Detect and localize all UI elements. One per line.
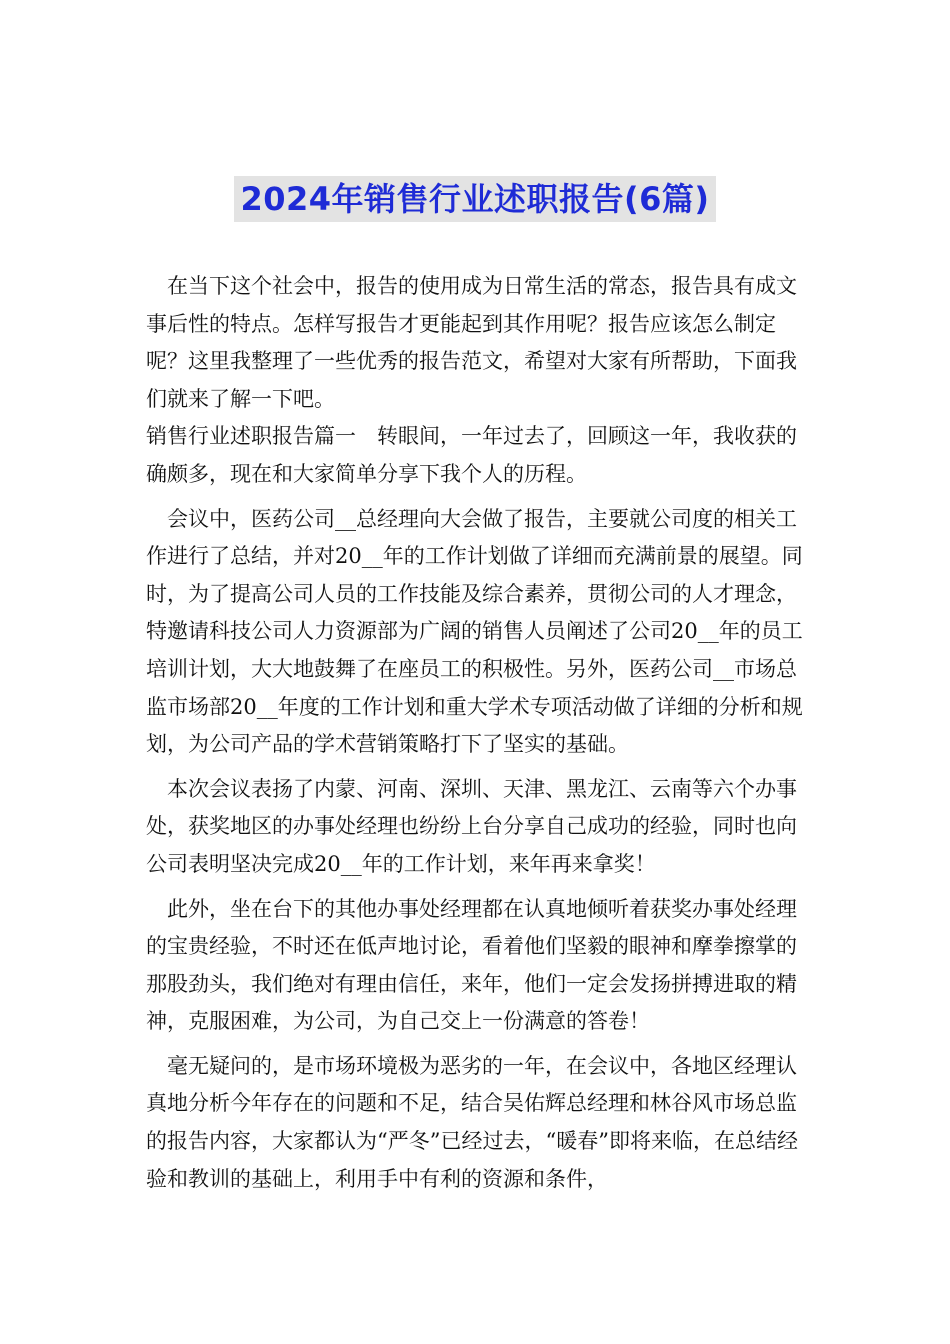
body-paragraph-meeting: 会议中，医药公司__总经理向大会做了报告，主要就公司度的相关工作进行了总结，并对20__年的工作计划做了详细而充满前景的展望。同时，为了提高公司人员的工作技能及综合素养，贯彻公司的人才理念，特邀请科技公司人力资源部为广阔的销售人员阐述了公司20__年的员工培训计划，大大地鼓舞了在座员工的积极性。另外，医药公司__市场总监市场部20__年度的工作计划和重大学术专项活动做了详细的分析和规划，为公司产品的学术营销策略打下了坚实的基础。 xyxy=(146,506,803,757)
intro-paragraph: 在当下这个社会中，报告的使用成为日常生活的常态，报告具有成文事后性的特点。怎样写报告才更能起到其作用呢？报告应该怎么制定呢？这里我整理了一些优秀的报告范文，希望对大家有所帮助，下面我们就来了解一下吧。 xyxy=(146,274,797,411)
document-body xyxy=(146,268,808,1198)
title-container xyxy=(0,176,950,222)
body-paragraph-managers: 此外，坐在台下的其他办事处经理都在认真地倾听着获奖办事处经理的宝贵经验，不时还在低声地讨论，看着他们坚毅的眼神和摩拳擦掌的那股劲头，我们绝对有理由信任，来年，他们一定会发扬拼搏进取的精神，克服困难，为公司，为自己交上一份满意的答卷！ xyxy=(146,896,797,1034)
section-heading-paragraph: 销售行业述职报告篇一 转眼间，一年过去了，回顾这一年，我收获的确颇多，现在和大家简单分享下我个人的历程。 xyxy=(146,424,797,486)
document-title: 2024年销售行业述职报告(6篇) xyxy=(234,176,715,222)
body-paragraph-market: 毫无疑问的，是市场环境极为恶劣的一年，在会议中，各地区经理认真地分析今年存在的问题和不足，结合吴佑辉总经理和林谷风市场总监的报告内容，大家都认为“严冬”已经过去，“暖春”即将来临，在总结经验和教训的基础上，利用手中有利的资源和条件， xyxy=(146,1053,798,1191)
body-paragraph-awards: 本次会议表扬了内蒙、河南、深圳、天津、黑龙江、云南等六个办事处，获奖地区的办事处经理也纷纷上台分享自己成功的经验，同时也向公司表明坚决完成20__年的工作计划，来年再来拿奖！ xyxy=(146,776,797,876)
